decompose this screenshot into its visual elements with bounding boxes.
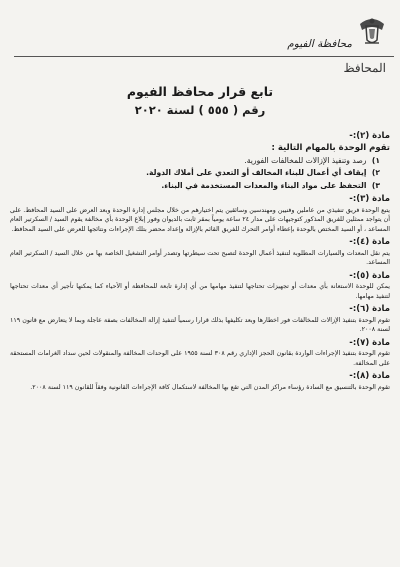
article-heading: مادة (٦):- xyxy=(349,304,390,315)
article-text: تقوم الوحدة بالتنسيق مع السادة رؤساء مراكز المدن التي تقع بها المخالفة لاستكمال كافة الإجراءات القانونية وفقاً للقانون ١١٩ لسنة ٢٠٠٨. xyxy=(30,383,390,391)
governor-office-label: المحافظ xyxy=(343,61,386,75)
article-heading: مادة (٨):- xyxy=(349,371,390,382)
article-heading: مادة (٣):- xyxy=(349,194,390,205)
article-text: تقوم الوحدة بتنفيذ الإزالات للمخالفات فور اخطارها وبعد تكليفها بذلك قرارا رسمياً لتنفيذ إزالة المخالفات بصفة عاجلة وبما لا يتعارض مع قانون ١١٩ لسنة ٢٠٠٨. xyxy=(10,316,390,334)
article-heading: مادة (٢):- xyxy=(349,131,390,141)
article-text: تقوم الوحدة بتنفيذ الإجراءات الواردة بقانون الحجز الإداري رقم ٣٠٨ لسنة ١٩٥٥ على الوحدات المخالفة والمنقولات لحين سداد الغرامات المستحقة على المخالفة. xyxy=(10,350,390,367)
article-text: يمكن للوحدة الاستعانة بأي معدات أو تجهيزات تحتاجها لتنفيذ مهامها من أي إدارة تابعة للمحافظة أو الأحياء كما يمكنها تأجير أي معدات تحتاجها لتنفيذ مهامها. xyxy=(10,283,390,300)
list-item xyxy=(10,156,380,166)
governorate-name: محافظة الفيوم xyxy=(287,38,352,50)
list-item xyxy=(10,181,380,191)
article-heading: مادة (٧):- xyxy=(349,337,390,348)
list-item-text: التحفظ على مواد البناء والمعدات المستخدمة في البناء. xyxy=(161,181,367,191)
decree-number: رقم ( ٥٥٥ ) لسنة ٢٠٢٠ xyxy=(134,103,266,117)
list-item-text: إيقاف أي أعمال للبناء المخالف أو التعدي على أملاك الدولة. xyxy=(146,168,367,178)
list-item-number: ٣) xyxy=(371,181,380,191)
article-intro: تقوم الوحدة بالمهام التالية : xyxy=(271,142,390,153)
header-divider xyxy=(14,56,394,57)
list-item xyxy=(10,168,380,178)
decree-title: تابع قرار محافظ الفيوم xyxy=(126,84,274,99)
article-heading: مادة (٤):- xyxy=(349,237,390,248)
list-item-number: ١) xyxy=(371,155,380,165)
list-item-text: رصد وتنفيذ الإزالات للمخالفات الفورية. xyxy=(244,155,367,165)
article-text: يتبع الوحدة فريق تنفيذي من عاملين وفنيين ومهندسين وسائقين يتم اختيارهم من خلال مجلس إدارة الوحدة وبعد العرض على السيد المحافظ. على أن يتواجد ممثلين للفريق المذكور كتوجيهات على مدار ٢٤ ساعة يومياً بمقر ثابت بالديوان وفور إبلاغ الوحدة بأي مخالفة يقوم السيد / السكرتير العام المساعد ، أو السيد المختص بالوحدة بإعطاء أوامر التحرك للفريق القائم بالإزالة وإعداد محضر بتلك الإجراءات ونتائجها للعرض على السيد المحافظ. xyxy=(10,206,390,233)
article-text: يتم نقل المعدات والسيارات المطلوبة لتنفيذ أعمال الوحدة لتصبح تحت سيطرتها وتصدر أوامر التشغيل الخاصة بها من خلال السيد / السكرتير العام المساعد. xyxy=(10,249,390,267)
decree-body xyxy=(10,131,390,394)
eagle-emblem-icon xyxy=(356,12,388,48)
list-item-number: ٢) xyxy=(371,168,380,178)
article-heading: مادة (٥):- xyxy=(349,270,390,281)
